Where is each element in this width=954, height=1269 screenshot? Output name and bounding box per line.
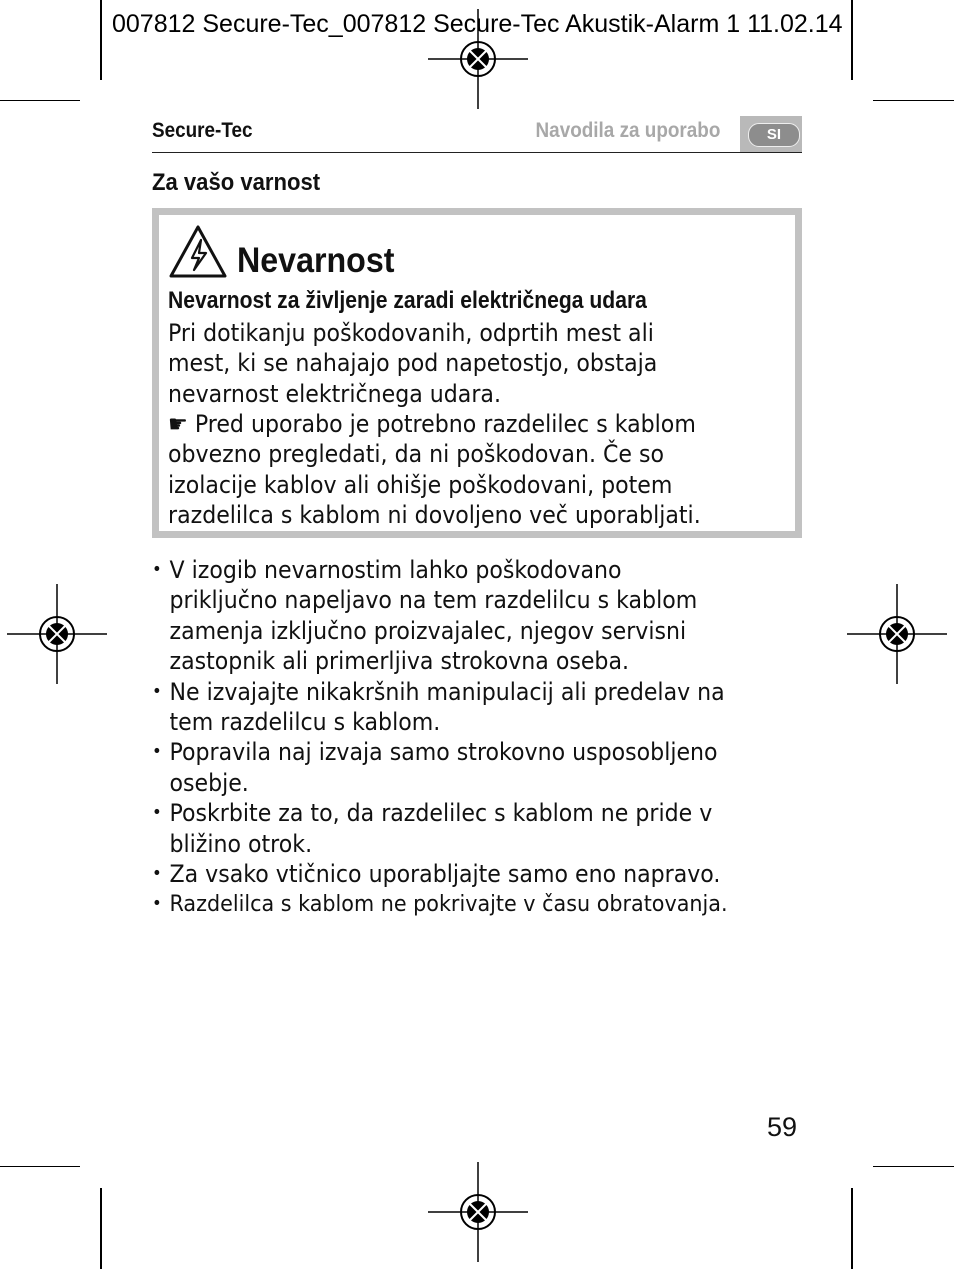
language-tab	[740, 116, 802, 152]
manual-title: Navodila za uporabo	[535, 119, 720, 142]
registration-mark-icon	[847, 584, 947, 684]
list-item: • Za vsako vtičnico uporabljajte samo eno napravo.	[152, 859, 814, 889]
crop-mark-bottom-left-horizontal	[0, 1166, 80, 1167]
list-item: • Ne izvajajte nikakršnih manipulacij ali predelav na tem razdelilcu s kablom.	[152, 677, 814, 738]
safety-bullet-list	[152, 555, 814, 920]
list-item: • V izogib nevarnostim lahko poškodovano priključno napeljavo na tem razdelilcu s kablom zamenja izključno proizvajalec, njegov servisni zastopnik ali primerljiva strokovna oseba.	[152, 555, 814, 677]
page-header	[152, 116, 802, 153]
warning-heading: Nevarnost	[237, 241, 395, 280]
pointing-hand-icon: ☛	[168, 410, 188, 438]
registration-mark-icon	[428, 1162, 528, 1262]
danger-warning-box	[152, 208, 802, 538]
list-item: • Popravila naj izvaja samo strokovno usposobljeno osebje.	[152, 737, 814, 798]
crop-mark-bottom-left-vertical	[100, 1188, 102, 1269]
crop-mark-bottom-right-horizontal	[873, 1166, 954, 1167]
warning-body: Pri dotikanju poškodovanih, odprtih mest ali mest, ki se nahajajo pod napetostjo, obstaja nevarnost električnega udara.	[168, 319, 658, 408]
warning-subheading: Nevarnost za življenje zaradi električnega udara	[168, 287, 647, 314]
list-item: • Razdelilca s kablom ne pokrivajte v času obratovanja.	[152, 889, 814, 919]
section-title: Za vašo varnost	[152, 169, 321, 196]
crop-mark-top-left-horizontal	[0, 100, 80, 101]
list-item: • Poskrbite za to, da razdelilec s kablom ne pride v bližino otrok.	[152, 798, 814, 859]
warning-action-text: Pred uporabo je potrebno razdelilec s kablom obvezno pregledati, da ni poškodovan. Če so izolacije kablov ali ohišje poškodovani, potem razdelilca s kablom ni dovoljeno več uporabljati.	[168, 410, 701, 529]
crop-mark-top-right-horizontal	[873, 100, 954, 101]
crop-mark-top-left-vertical	[100, 0, 102, 80]
print-slug: 007812 Secure-Tec_007812 Secure-Tec Akustik-Alarm 1 11.02.14	[112, 10, 843, 38]
registration-mark-icon	[428, 9, 528, 109]
crop-mark-bottom-right-vertical	[851, 1188, 853, 1269]
electric-hazard-icon	[168, 224, 228, 280]
registration-mark-icon	[7, 584, 107, 684]
page-number: 59	[767, 1112, 798, 1142]
crop-mark-top-right-vertical	[851, 0, 853, 80]
brand-name: Secure-Tec	[152, 119, 253, 142]
warning-action	[168, 409, 757, 530]
language-badge: SI	[748, 123, 800, 147]
